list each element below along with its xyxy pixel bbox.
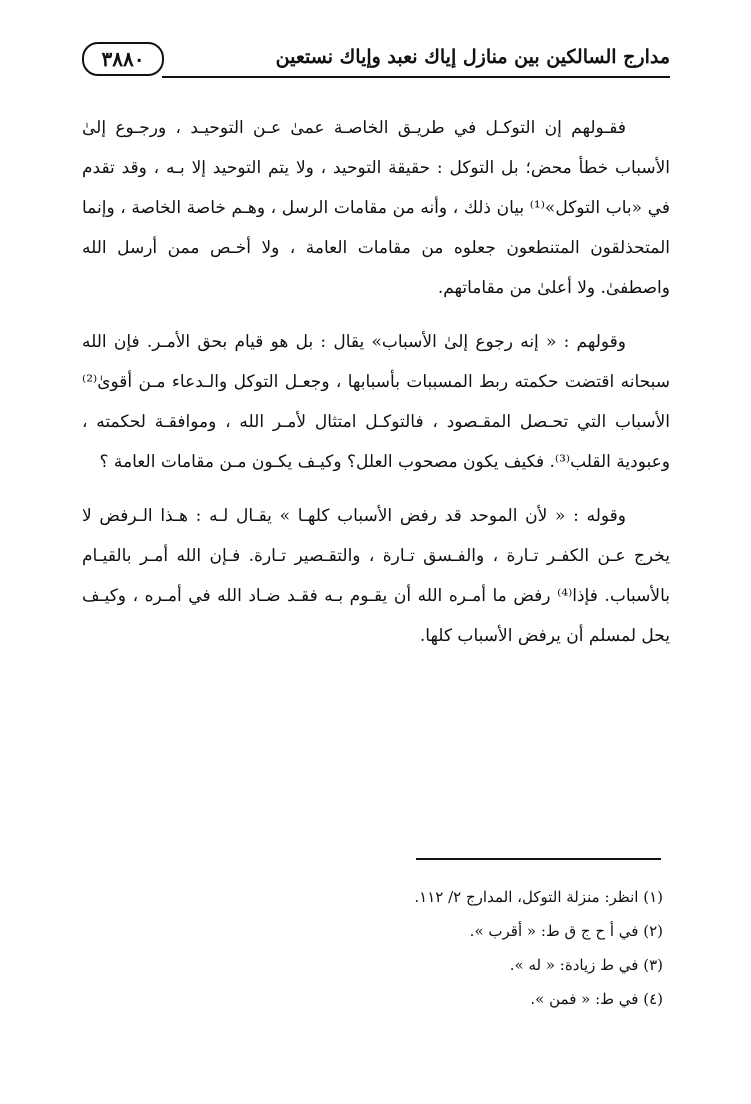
footnote-3: (٣) في ط زيادة: « له ». [509,956,663,974]
paragraph-3: وقوله : « لأن الموحد قد رفض الأسباب كلهـا » يقـال لـه : هـذا الـرفض لا يخرج عـن الكفـر تـارة ، والفـسق تـارة ، والتقـصير تـارة. فـإن الله أمـر بالقيـام بالأسباب. فإذا⁽⁴⁾ رفض ما أمـره الله أن يقـوم بـه فقـد ضـاد الله في أمـره ، وكيـف يحل لمسلم أن يرفض الأسباب كلها. [82,506,670,646]
running-header [82,40,670,84]
footnotes [83,880,663,1016]
header-title: مدارج السالكين بين منازل إياك نعبد وإياك نستعين [275,46,670,68]
main-text [82,108,670,670]
header-rule [162,76,670,78]
footnote-2: (٢) في أ ح ج ق ط: « أقرب ». [469,922,663,940]
footnote-4: (٤) في ط: « فمن ». [530,990,663,1008]
footnote-separator [416,858,661,860]
paragraph-2: وقولهم : « إنه رجوع إلىٰ الأسباب» يقال : بل هو قيام بحق الأمـر. فإن الله سبحانه اقتضت حكمته ربط المسببات بأسبابها ، وجعـل التوكل والـدعاء مـن أقوىٰ⁽²⁾ الأسباب التي تحـصل المقـصود ، فالتوكـل امتثال لأمـر الله ، وموافقـة لحكمته ، وعبودية القلب⁽³⁾. فكيف يكون مصحوب العلل؟ وكيـف يكـون مـن مقامات العامة ؟ [82,332,670,472]
footnote-1: (١) انظر: منزلة التوكل، المدارج ٢/ ١١٢. [414,888,663,906]
page-number: ٣٨٨٠ [82,42,164,76]
paragraph-1: فقـولهم إن التوكـل في طريـق الخاصـة عمىٰ عـن التوحيـد ، ورجـوع إلىٰ الأسباب خطأ محض؛ بل التوكل : حقيقة التوحيد ، ولا يتم التوحيد إلا بـه ، وقد تقدم في «باب التوكل»⁽¹⁾ بيان ذلك ، وأنه من مقامات الرسل ، وهـم خاصة الخاصة ، وإنما المتحذلقون المتنطعون جعلوه من مقامات العامة ، ولا أخـص ممن أرسل الله واصطفىٰ. ولا أعلىٰ من مقاماتهم. [82,118,670,298]
